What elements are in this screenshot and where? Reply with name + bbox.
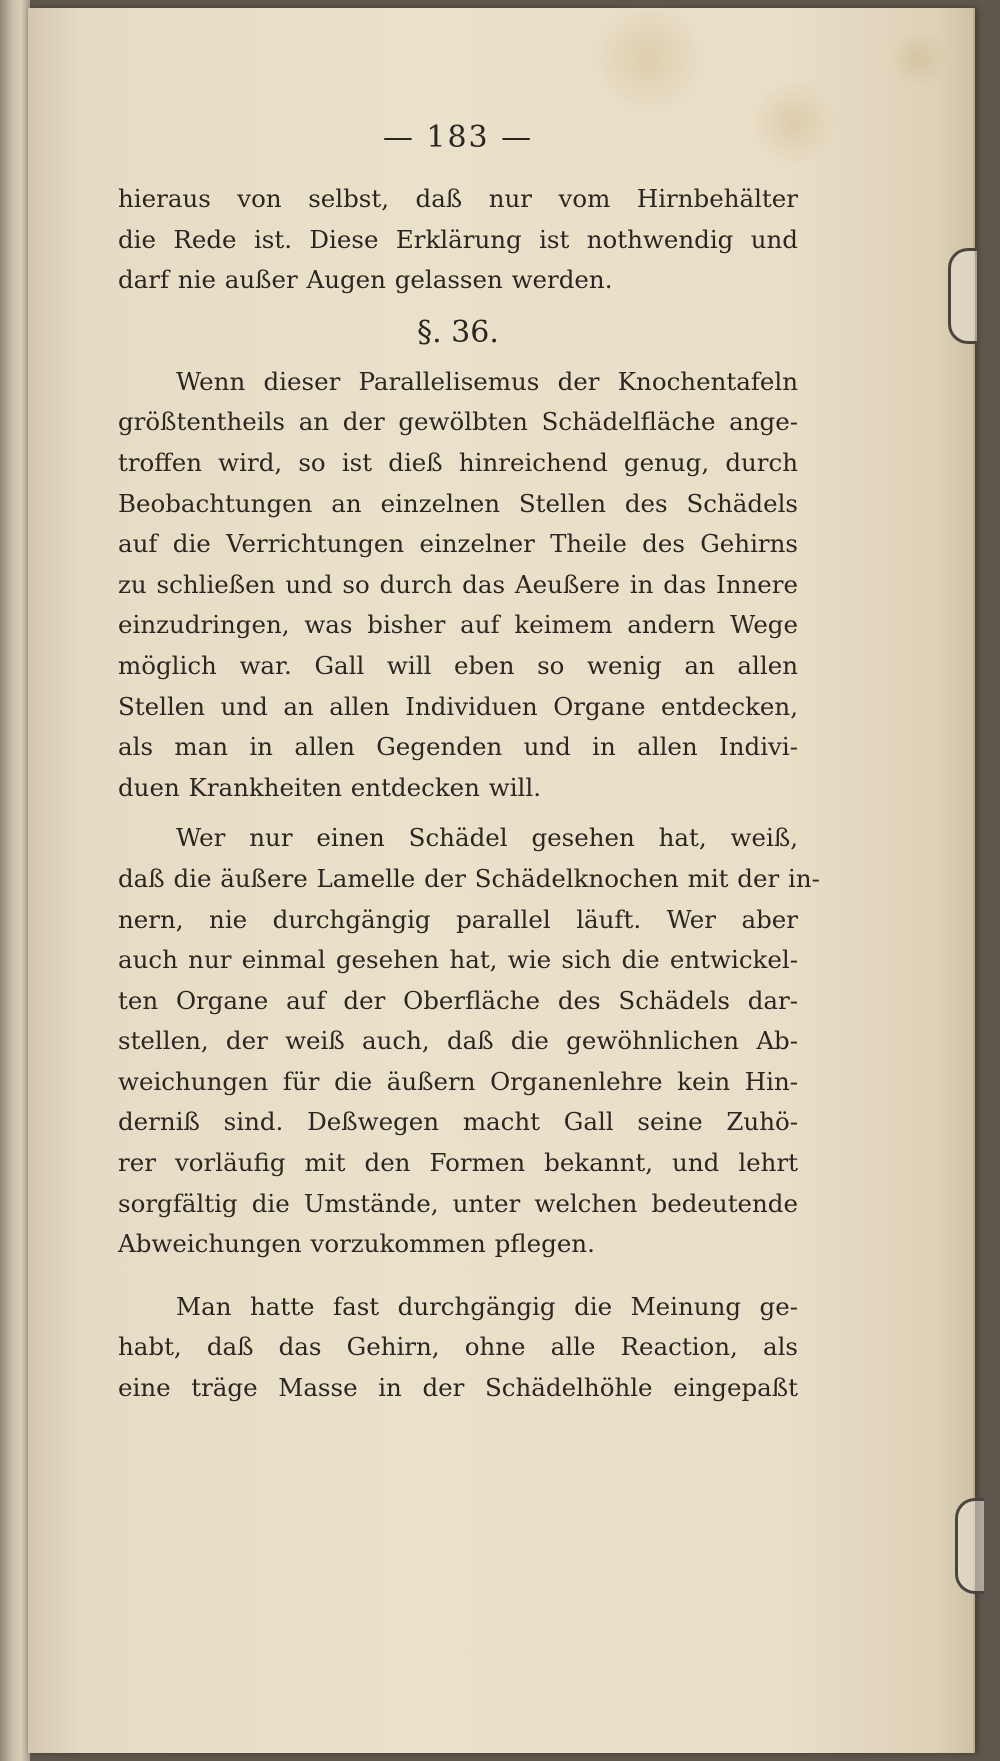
text-line: derniß sind. Deßwegen macht Gall seine Zuhö-	[118, 1107, 798, 1137]
text-line: stellen, der weiß auch, daß die gewöhnlichen Ab-	[118, 1026, 798, 1056]
binding-edge	[0, 0, 30, 1761]
text-line: Man hatte fast durchgängig die Meinung ge-	[176, 1291, 798, 1321]
text-line: einzudringen, was bisher auf keimem andern Wege	[118, 610, 798, 640]
page-number: — 183 —	[382, 120, 534, 155]
text-line: troffen wird, so ist dieß hinreichend genug, durch	[118, 447, 798, 477]
text-line: auf die Verrichtungen einzelner Theile des Gehirns	[118, 529, 798, 559]
page-clip-bottom	[955, 1498, 984, 1594]
text-line: daß die äußere Lamelle der Schädelknochen mit der in-	[118, 863, 820, 893]
paragraph-3	[118, 818, 820, 1265]
page-text	[118, 120, 820, 1409]
paragraph-2	[118, 362, 798, 809]
text-line: als man in allen Gegenden und in allen Indivi-	[118, 732, 798, 762]
text-line: möglich war. Gall will eben so wenig an allen	[118, 650, 798, 680]
text-line: darf nie außer Augen gelassen werden.	[118, 265, 613, 295]
text-line: Wer nur einen Schädel gesehen hat, weiß,	[176, 823, 798, 853]
text-line: Wenn dieser Parallelisemus der Knochentafeln	[176, 366, 798, 396]
text-line: Stellen und an allen Individuen Organe entdecken,	[118, 691, 798, 721]
text-line: Beobachtungen an einzelnen Stellen des Schädels	[118, 488, 798, 518]
text-line: die Rede ist. Diese Erklärung ist nothwendig und	[118, 224, 798, 254]
paper-stain	[588, 0, 708, 118]
paragraph-4	[118, 1287, 798, 1409]
text-line: Abweichungen vorzukommen pflegen.	[118, 1229, 595, 1259]
page-clip-top	[948, 248, 977, 344]
text-line: duen Krankheiten entdecken will.	[118, 772, 542, 802]
text-line: sorgfältig die Umstände, unter welchen bedeutende	[118, 1188, 798, 1218]
text-line: rer vorläufig mit den Formen bekannt, und lehrt	[118, 1148, 798, 1178]
paragraph-1	[118, 179, 798, 301]
text-line: eine träge Masse in der Schädelhöhle eingepaßt	[118, 1373, 798, 1403]
text-line: habt, daß das Gehirn, ohne alle Reaction, als	[118, 1332, 798, 1362]
paper-stain	[888, 28, 948, 88]
text-line: nern, nie durchgängig parallel läuft. Wer aber	[118, 904, 798, 934]
text-line: auch nur einmal gesehen hat, wie sich die entwickel-	[118, 945, 798, 975]
text-line: weichungen für die äußern Organenlehre kein Hin-	[118, 1066, 798, 1096]
text-line: zu schließen und so durch das Aeußere in das Innere	[118, 569, 798, 599]
text-line: ten Organe auf der Oberfläche des Schädels dar-	[118, 985, 798, 1015]
text-line: größtentheils an der gewölbten Schädelfläche ange-	[118, 407, 798, 437]
text-line: hieraus von selbst, daß nur vom Hirnbehälter	[118, 184, 798, 213]
section-heading: §. 36.	[417, 314, 499, 350]
